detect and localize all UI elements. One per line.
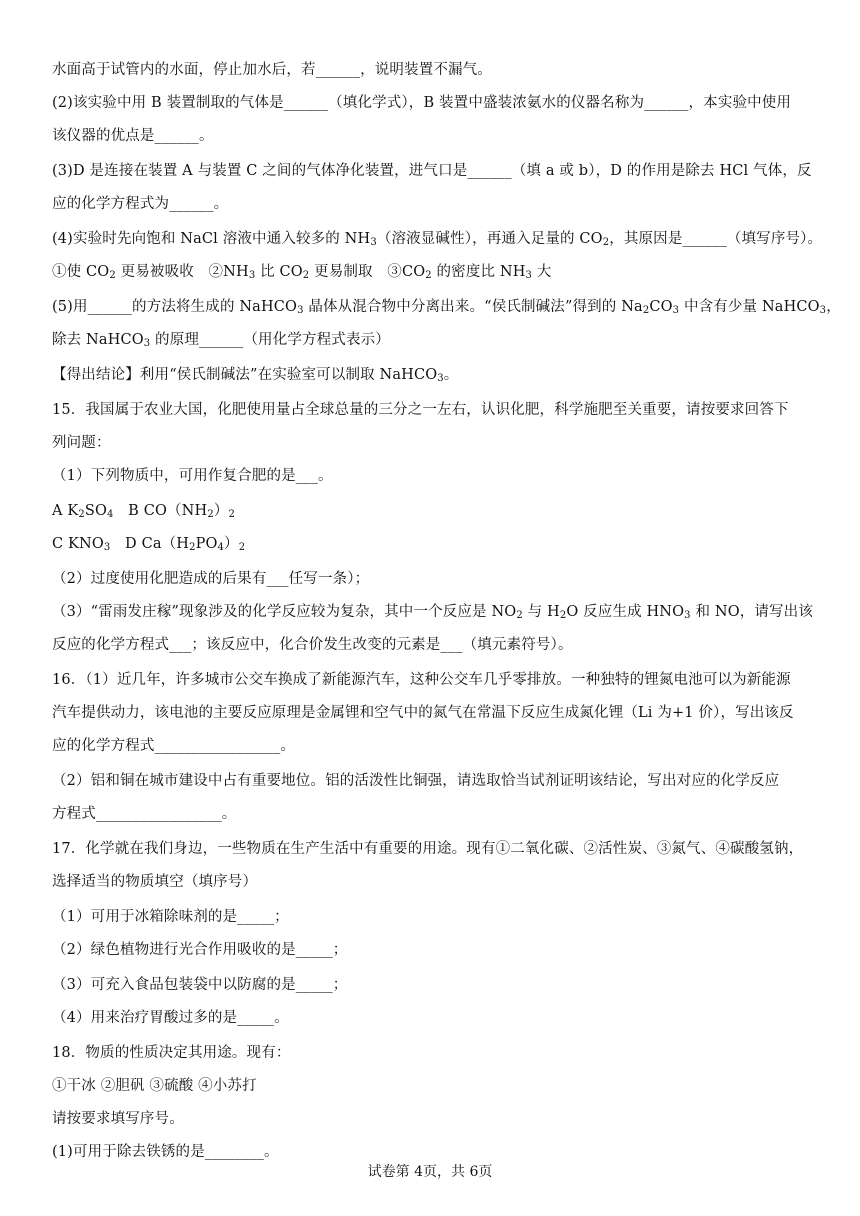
text-line: 汽车提供动力，该电池的主要反应原理是金属锂和空气中的氮气在常温下反应生成氮化锂（Li 为+1 价），写出该反 bbox=[52, 705, 794, 721]
text-line: (3)D 是连接在装置 A 与装置 C 之间的气体净化装置，进气口是______（填 a 或 b），D 的作用是除去 HCl 气体，反 bbox=[52, 163, 812, 179]
text-line: 方程式_________________。 bbox=[52, 806, 237, 822]
text-line: （2）绿色植物进行光合作用吸收的是_____； bbox=[52, 942, 348, 958]
text-line: (4)实验时先向饱和 NaCl 溶液中通入较多的 $NH_3$（溶液显碱性），再通入足量的 $CO_2$，其原因是______（填写序号）。 bbox=[52, 231, 823, 248]
text-line: 17．化学就在我们身边，一些物质在生产生活中有重要的用途。现有①二氧化碳、②活性炭、③氮气、④碳酸氢钠， bbox=[52, 841, 804, 857]
text-line: 反应的化学方程式___；该反应中，化合价发生改变的元素是___（填元素符号）。 bbox=[52, 637, 573, 653]
text-line: 应的化学方程式为______。 bbox=[52, 196, 229, 212]
text-line: 15．我国属于农业大国，化肥使用量占全球总量的三分之一左右，认识化肥，科学施肥至关重要，请按要求回答下 bbox=[52, 402, 789, 418]
text-line: 18．物质的性质决定其用途。现有： bbox=[52, 1045, 291, 1061]
text-line: 选择适当的物质填空（填序号） bbox=[52, 874, 258, 890]
page-footer: 试卷第 4页，共 6页 bbox=[367, 1164, 493, 1180]
text-line: (1)可用于除去铁锈的是________。 bbox=[52, 1144, 279, 1160]
text-line: （1）可用于冰箱除味剂的是_____； bbox=[52, 909, 289, 925]
text-line: 除去 NaHCO$_3$ 的原理______（用化学方程式表示） bbox=[52, 332, 390, 349]
text-line: 水面高于试管内的水面，停止加水后，若______，说明装置不漏气。 bbox=[52, 62, 492, 78]
text-line: (5)用______的方法将生成的 NaHCO$_3$ 晶体从混合物中分离出来。“侯氏制碱法”得到的 $Na_2CO_3$ 中含有少量 NaHCO$_3$， bbox=[52, 299, 841, 316]
text-line: 应的化学方程式_________________。 bbox=[52, 738, 295, 754]
text-line: 【得出结论】利用“侯氏制碱法”在实验室可以制取 NaHCO$_3$。 bbox=[52, 367, 459, 384]
text-line: （3）“雷雨发庄稼”现象涉及的化学反应较为复杂，其中一个反应是 $NO_2$ 与 $H_2O$ 反应生成 $HNO_3$ 和 NO，请写出该 bbox=[52, 604, 813, 621]
text-line: （2）过度使用化肥造成的后果有___任写一条）； bbox=[52, 571, 370, 587]
text-line: ①干冰 ②胆矾 ③硫酸 ④小苏打 bbox=[52, 1078, 257, 1094]
text-line: （2）铝和铜在城市建设中占有重要地位。铝的活泼性比铜强，请选取恰当试剂证明该结论，写出对应的化学反应 bbox=[52, 773, 780, 789]
text-line: （3）可充入食品包装袋中以防腐的是_____； bbox=[52, 977, 348, 993]
text-line: （1）下列物质中，可用作复合肥的是___。 bbox=[52, 468, 333, 484]
text-line: （4）用来治疗胃酸过多的是_____。 bbox=[52, 1010, 289, 1026]
text-line: C $KNO_3$ D $Ca(H_2PO_4)_2$ bbox=[52, 536, 246, 553]
text-line: (2)该实验中用 B 装置制取的气体是______（填化学式），B 装置中盛装浓氨水的仪器名称为______，本实验中使用 bbox=[52, 95, 792, 111]
text-line: 请按要求填写序号。 bbox=[52, 1111, 184, 1127]
text-line: 列问题： bbox=[52, 435, 111, 451]
text-line: 该仪器的优点是______。 bbox=[52, 128, 214, 144]
text-line: ①使 $CO_2$ 更易被吸收 $②NH_3$ 比 $CO_2$ 更易制取 $③CO_2$ 的密度比 $NH_3$ 大 bbox=[52, 264, 552, 281]
text-line: A $K_2SO_4$ B $CO(NH_2)_2$ bbox=[52, 503, 235, 520]
text-line: 16．（1）近几年，许多城市公交车换成了新能源汽车，这种公交车几乎零排放。一种独特的锂氮电池可以为新能源 bbox=[52, 672, 791, 688]
